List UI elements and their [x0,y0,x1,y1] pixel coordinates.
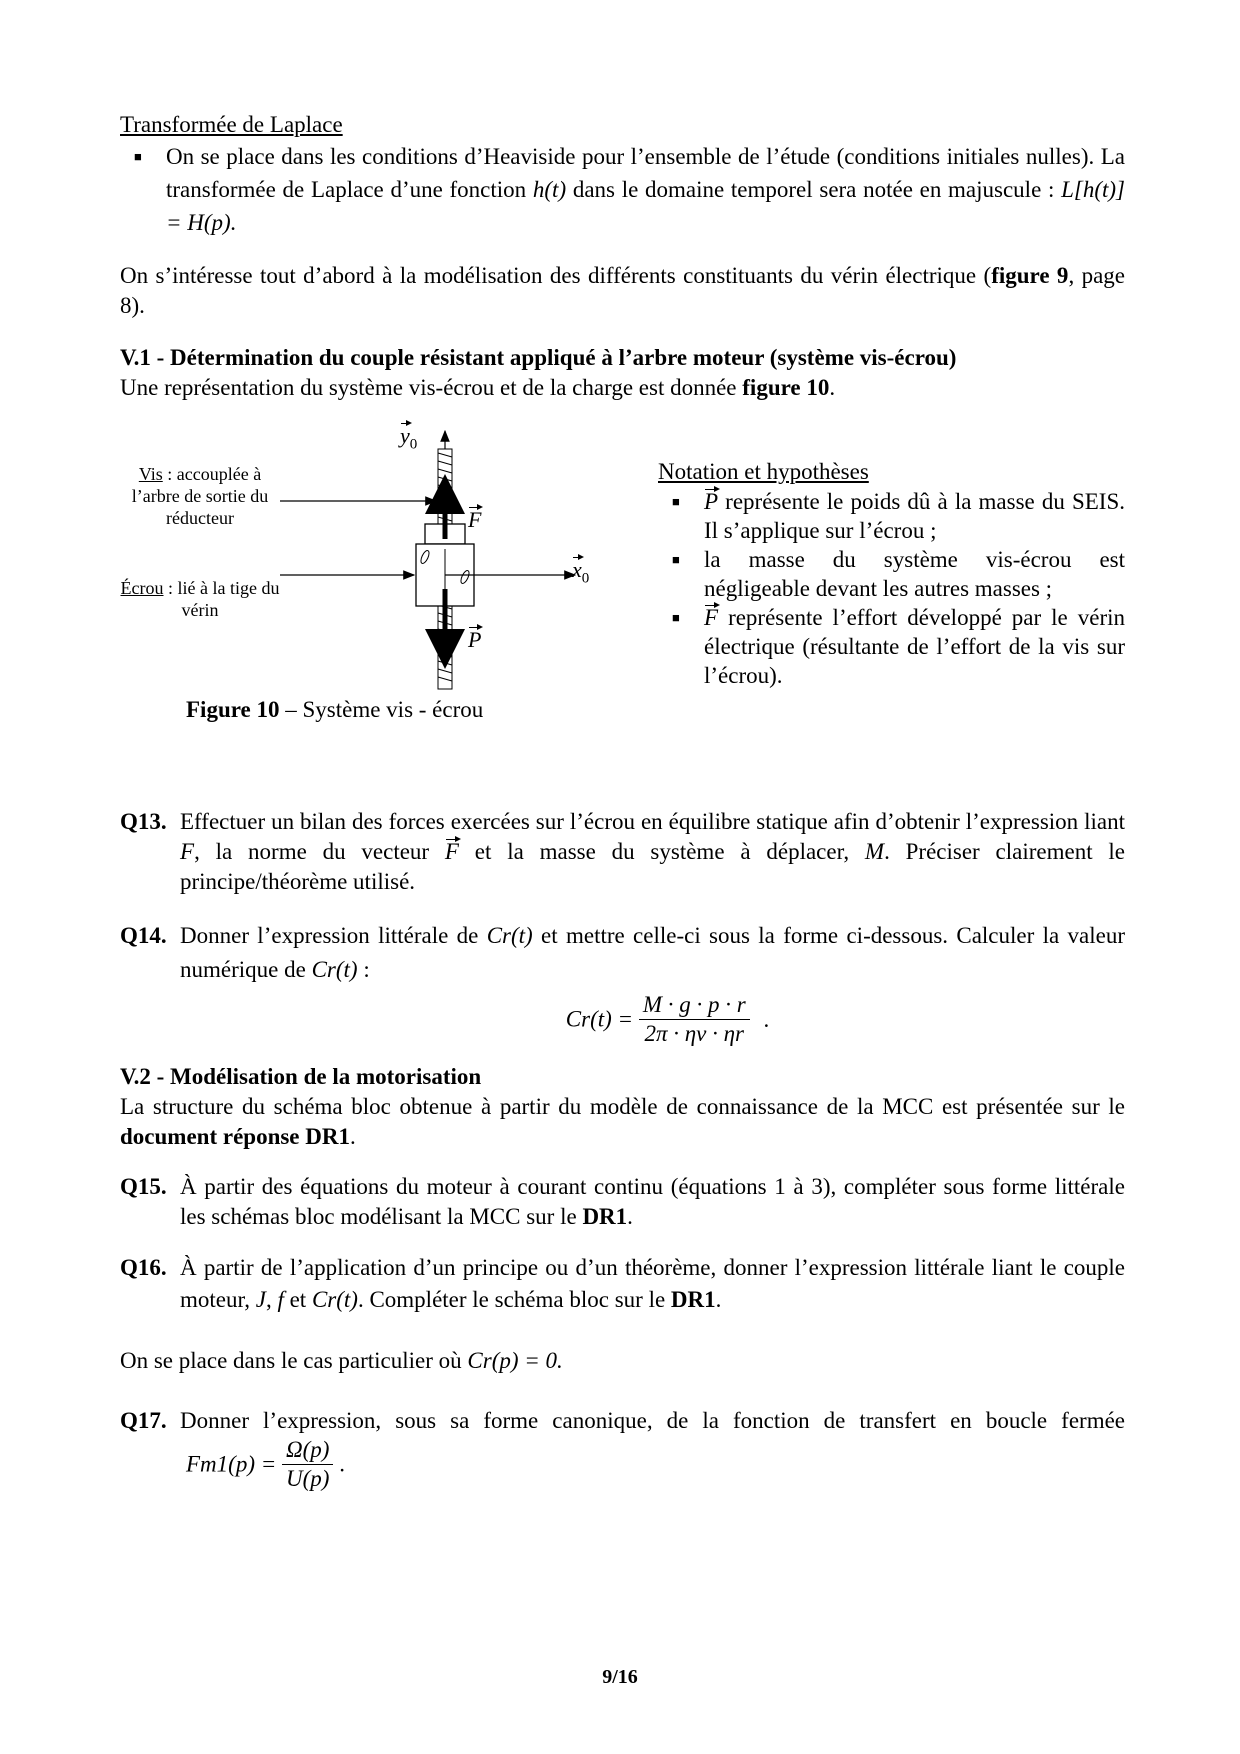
vis-title: Vis [138,464,163,484]
caption-bold: Figure 10 [186,697,280,722]
p-label [468,625,481,655]
x0-symbol: x [572,555,582,585]
q13-text-2: , la norme du vecteur [194,839,430,864]
q16-text-2: . Compléter le schéma bloc sur le [357,1287,666,1312]
notation-block [658,457,1125,690]
q15-number: Q15. [120,1174,167,1199]
section2-title: V.2 - Modélisation de la motorisation [120,1064,482,1089]
q14-number: Q14. [120,923,167,948]
f-label [468,505,481,535]
notation-list [658,487,1125,690]
q14-formula-dot: . [763,1006,770,1032]
q14-fraction [639,991,750,1048]
q16-dr: DR1 [670,1287,716,1312]
q14-formula-lhs: Cr(t) = [565,1006,634,1032]
question-17 [120,1406,1125,1493]
notation-item-f [658,603,1125,690]
q14-text-1: Donner l’expression littérale de [180,923,479,948]
f-symbol: F [468,505,481,535]
q14-text-2: et mettre celle-ci sous la forme ci-dessous. Calculer la valeur numérique de [180,923,1126,982]
question-15 [120,1172,1125,1232]
y0-symbol: y [400,421,410,451]
intro-paragraph [120,261,1125,321]
q13-text-4: . Préciser clairement le principe/théorème utilisé. [180,839,1125,894]
notation-item-p [658,487,1125,545]
case-paragraph [120,1346,1125,1376]
page-number: 9/16 [602,1666,638,1688]
intro-tail: , page 8). [120,263,1126,318]
ecrou-title: Écrou [120,578,164,598]
q16-j: J [255,1287,266,1312]
notation-item-mass [658,545,1125,603]
q14-denominator: 2π · ηv · ηr [644,1021,745,1046]
section1-dot: . [829,375,836,400]
x0-label [572,555,589,593]
question-13 [120,807,1125,897]
q16-f: f [277,1287,284,1312]
screw-nut-diagram [120,429,580,699]
q14-text-3: : [363,957,370,982]
q16-sep: , [265,1287,272,1312]
p-symbol: P [468,625,481,655]
intro-fig-ref: figure 9 [991,263,1069,288]
notation-sym-p: P [704,489,719,514]
notation-heading: Notation et hypothèses [658,459,869,484]
section2-doc: document réponse DR1 [120,1124,350,1149]
q16-dot: . [715,1287,722,1312]
laplace-list [120,140,1125,239]
section1-title: V.1 - Détermination du couple résistant appliqué à l’arbre moteur (système vis-écrou) [120,345,957,370]
q14-cr: Cr(t) [486,923,533,948]
q14-formula [120,991,1125,1048]
laplace-text-1: On se place dans les conditions d’Heaviside pour l’ensemble de l’étude (conditions initiales nulles). La transformée de Laplace d’une fonction [166,144,1125,202]
q15-dot: . [627,1204,633,1229]
vis-desc: : accouplée à l’arbre de sortie du réducteur [131,464,269,528]
question-16 [120,1252,1125,1316]
figure-10 [120,423,1125,789]
laplace-item [120,140,1125,239]
section1-text: Une représentation du système vis-écrou et de la charge est donnée [120,375,737,400]
caption-text: – Système vis - écrou [279,697,484,722]
intro-text: On s’intéresse tout d’abord à la modélisation des différents constituants du vérin électrique ( [120,263,992,288]
notation-sym-f: F [704,605,719,630]
laplace-func: h(t) [532,177,567,202]
ecrou-desc: : lié à la tige du vérin [168,578,280,620]
y0-label [400,421,417,459]
q17-lhs: Fm1(p) = [186,1451,277,1477]
notation-text-f: représente l’effort développé par le vérin électrique (résultante de l’effort de la vis sur l’écrou). [704,605,1125,688]
case-text: On se place dans le cas particulier où [120,1348,462,1373]
q13-text-3: et la masse du système à déplacer, [474,839,850,864]
notation-text-mass: la masse du système vis-écrou est négligeable devant les autres masses ; [704,547,1125,601]
q17-dot: . [339,1451,345,1477]
q15-dr: DR1 [582,1204,628,1229]
q16-number: Q16. [120,1255,167,1280]
q13-f: F [180,839,195,864]
section2-paragraph [120,1092,1125,1152]
q16-text-1: À partir de l’application d’un principe ou d’un théorème, donner l’expression littérale liant le couple moteur, [180,1255,1125,1312]
q17-text: Donner l’expression, sous sa forme canonique, de la fonction de transfert en boucle fermée [180,1408,1125,1433]
y0-sub: 0 [409,436,418,453]
section2-dot: . [350,1124,356,1149]
q16-and: et [289,1287,307,1312]
q16-cr: Cr(t) [311,1287,358,1312]
section1-fig-ref: figure 10 [742,375,830,400]
q13-m: M [864,839,885,864]
question-14 [120,919,1125,987]
page-content [120,110,1125,1493]
q13-f-vector: F [445,837,459,867]
q15-text: À partir des équations du moteur à courant continu (équations 1 à 3), compléter sous forme littérale les schémas bloc modélisant la MCC sur le [180,1174,1125,1229]
q13-text-1: Effectuer un bilan des forces exercées sur l’écrou en équilibre statique afin d’obtenir l’expression liant [180,809,1125,834]
q14-cr-2: Cr(t) [311,957,358,982]
laplace-text-2: dans le domaine temporel sera notée en majuscule : [572,177,1055,202]
q17-numerator: Ω(p) [282,1436,333,1465]
q17-formula [186,1436,345,1493]
x0-sub: 0 [581,570,590,587]
laplace-formula: L[h(t)] = H(p). [166,177,1126,235]
section2-text: La structure du schéma bloc obtenue à partir du modèle de connaissance de la MCC est présentée sur le [120,1094,1125,1119]
notation-text-p: représente le poids dû à la masse du SEIS. Il s’applique sur l’écrou ; [704,489,1125,543]
section1-paragraph [120,373,1125,403]
q17-denominator: U(p) [286,1466,330,1491]
case-formula: Cr(p) = 0. [467,1348,563,1373]
q17-fraction [282,1436,333,1493]
laplace-heading: Transformée de Laplace [120,112,343,137]
q17-number: Q17. [120,1408,167,1433]
q14-numerator: M · g · p · r [639,991,750,1020]
q13-number: Q13. [120,809,167,834]
figure-caption [186,695,606,725]
